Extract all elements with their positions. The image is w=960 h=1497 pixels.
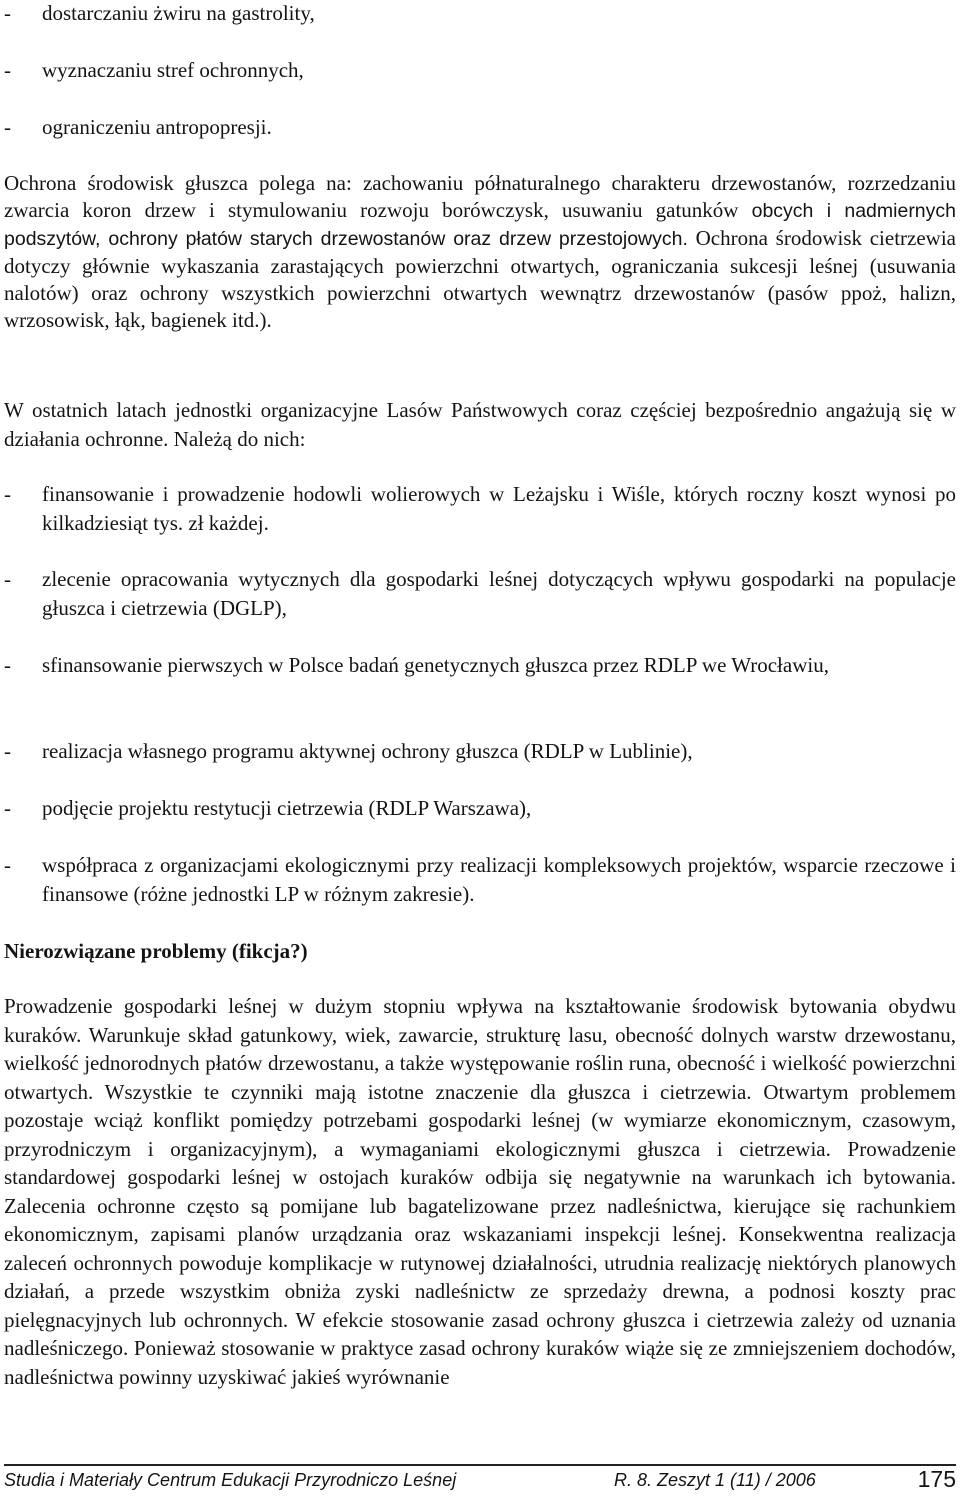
list-item (4, 651, 956, 737)
section-heading: Nierozwiązane problemy (fikcja?) (4, 939, 308, 963)
list-item-text: podjęcie projektu restytucji cietrzewia (RDLP Warszawa), (42, 796, 532, 820)
list-item-text: sfinansowanie pierwszych w Polsce badań genetycznych głuszca przez RDLP we Wrocławiu, (42, 653, 829, 677)
paragraph-lp-actions-intro: W ostatnich latach jednostki organizacyjne Lasów Państwowych coraz częściej bezpośrednio angażują się w działania ochronne. Należą do nich: (4, 398, 956, 451)
list-item (4, 794, 956, 851)
footer-rule (4, 1464, 956, 1466)
list-item-text: finansowanie i prowadzenie hodowli wolierowych w Leżajsku i Wiśle, których roczny koszt wynosi po kilkadziesiąt tys. zł każdej. (42, 482, 956, 535)
paragraph-text: Ochrona środowisk głuszca polega na: zachowaniu półnaturalnego charakteru drzewostanów, rozrzedzaniu zwarcia koron drzew i stymulowaniu rozwoju borówczysk, usuwaniu gatunków (4, 171, 956, 222)
list-dash: - (4, 653, 11, 677)
top-bullet-list (4, 0, 956, 171)
list-item-text: współpraca z organizacjami ekologicznymi przy realizacji kompleksowych projektów, wsparcie rzeczowe i finansowe (różne jednostki LP w różnym zakresie). (42, 853, 956, 906)
list-item (4, 565, 956, 651)
journal-title: Studia i Materiały Centrum Edukacji Przyrodniczo Leśnej (4, 1470, 457, 1490)
list-dash: - (4, 739, 11, 763)
list-item (4, 114, 956, 171)
list-item-text: ograniczeniu antropopresji. (42, 115, 272, 139)
page-footer (4, 1464, 956, 1494)
paragraph-text: Ochrona środowisk cietrzewia dotyczy głównie wykaszania zarastających powierzchni otwartych, ograniczania sukcesji leśnej (usuwania nalotów) oraz ochrony wszystkich powierzchni otwartych wewnątrz drzewostanów (pasów ppoż, halizn, wrzosowisk, łąk, bagienek itd.). (4, 226, 957, 332)
lp-actions-list (4, 480, 956, 909)
list-item-text: zlecenie opracowania wytycznych dla gospodarki leśnej dotyczących wpływu gospodarki na populacje głuszca i cietrzewia (DGLP), (42, 567, 956, 620)
list-item (4, 851, 956, 909)
paragraph-unresolved-problems: Prowadzenie gospodarki leśnej w dużym stopniu wpływa na kształtowanie środowisk bytowania obydwu kuraków. Warunkuje skład gatunkowy, wiek, zawarcie, strukturę lasu, obecność dolnych warstw drzewostanu, wielkość jednorodnych płatów drzewostanu, a także występowanie roślin runa, obecność i wielkość powierzchni otwartych. Wszystkie te czynniki mają istotne znaczenie dla głuszca i cietrzewia. Otwartym problemem pozostaje wciąż konflikt pomiędzy potrzebami gospodarki leśnej (w wymiarze ekonomicznym, czasowym, przyrodniczym i organizacyjnym), a wymaganiami ekologicznymi głuszca i cietrzewia. Prowadzenie standardowej gospodarki leśnej w ostojach kuraków odbija się negatywnie na warunkach ich bytowania. Zalecenia ochronne często są pomijane lub bagatelizowane przez nadleśnictwa, kierujące się rachunkiem ekonomicznym, zapisami planów urządzania oraz wskazaniami inspekcji leśnej. Konsekwentna realizacja zaleceń ochronnych powoduje komplikacje w rutynowej działalności, utrudnia realizację niektórych planowych działań, a przede wszystkim obniża zyski nadleśnictw ze sprzedaży drewna, a podnosi koszty prac pielęgnacyjnych lub ochronnych. W efekcie stosowanie zasad ochrony głuszca i cietrzewia zależy od uznania nadleśniczego. Ponieważ stosowanie w praktyce zasad ochrony kuraków wiąże się ze zmniejszeniem dochodów, nadleśnictwa powinny uzyskiwać jakieś wyrównanie (4, 994, 956, 1389)
list-dash: - (4, 567, 11, 591)
paragraph-habitat-protection (4, 170, 956, 334)
list-dash: - (4, 58, 11, 82)
list-dash: - (4, 115, 11, 139)
paragraph-text: obcych i nadmiernych podszytów, ochrony płatów starych drzewostanów oraz drzew przestojowych. (4, 200, 956, 250)
list-item-text: dostarczaniu żwiru na gastrolity, (42, 1, 315, 25)
list-item (4, 737, 956, 794)
issue-info: R. 8. Zeszyt 1 (11) / 2006 (614, 1470, 816, 1490)
list-item (4, 0, 956, 57)
list-item (4, 480, 956, 565)
list-item-text: realizacja własnego programu aktywnej ochrony głuszca (RDLP w Lublinie), (42, 739, 693, 763)
list-item-text: wyznaczaniu stref ochronnych, (42, 58, 304, 82)
list-dash: - (4, 482, 11, 506)
list-dash: - (4, 796, 11, 820)
list-dash: - (4, 1, 11, 25)
page-number: 175 (917, 1466, 956, 1492)
list-dash: - (4, 853, 11, 877)
list-item (4, 57, 956, 114)
